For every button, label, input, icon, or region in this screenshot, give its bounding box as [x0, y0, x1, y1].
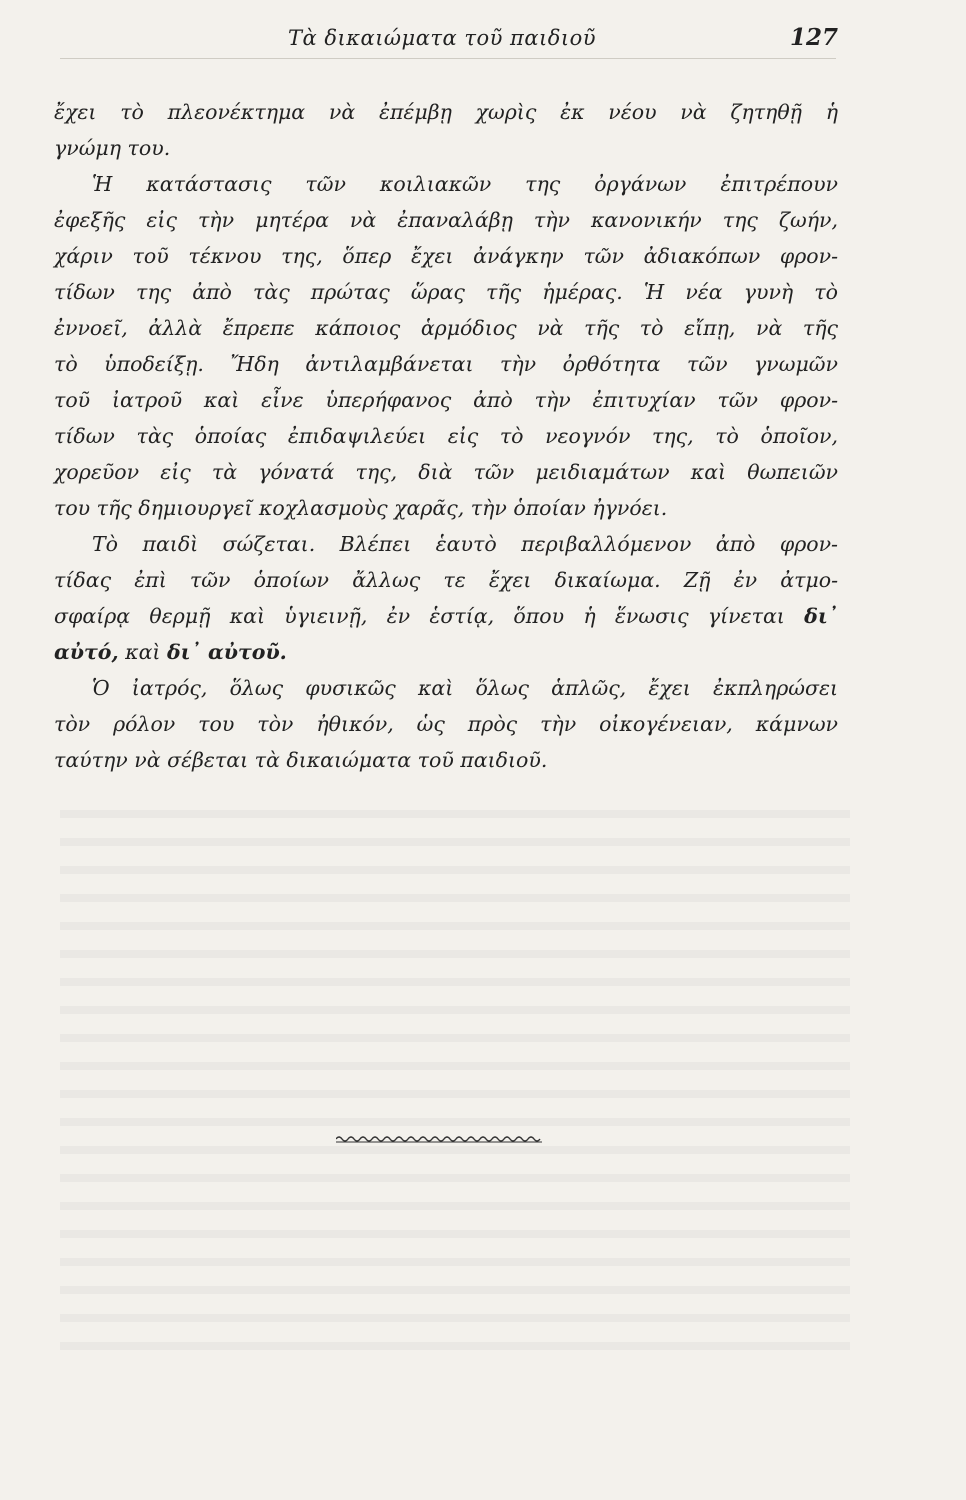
text-line: ἔχει τὸ πλεονέκτημα νὰ ἐπέμβῃ χωρὶς ἐκ νέου νὰ ζητηθῇ ἡ	[54, 100, 838, 124]
header-rule	[60, 58, 836, 59]
text-line: χάριν τοῦ τέκνου της, ὅπερ ἔχει ἀνάγκην τῶν ἀδιακόπων φρον-	[54, 244, 838, 268]
text-line: γνώμη του.	[54, 136, 171, 160]
running-title: Τὰ δικαιώματα τοῦ παιδιοῦ	[288, 26, 597, 50]
wavy-rule-ornament	[336, 1133, 542, 1145]
text-segment: καὶ	[125, 640, 161, 664]
text-line: τίδας ἐπὶ τῶν ὁποίων ἄλλως τε ἔχει δικαίωμα. Ζῇ ἐν ἀτμο-	[54, 568, 838, 592]
text-line: τίδων της ἀπὸ τὰς πρώτας ὥρας τῆς ἡμέρας. Ἡ νέα γυνὴ τὸ	[54, 280, 838, 304]
bold-text-segment: δι᾿	[804, 604, 838, 628]
text-line: χορεῦον εἰς τὰ γόνατά της, διὰ τῶν μειδιαμάτων καὶ θωπειῶν	[54, 460, 838, 484]
paragraph-start-line: Ὁ ἰατρός, ὅλως φυσικῶς καὶ ὅλως ἁπλῶς, ἔχει ἐκπληρώσει	[92, 676, 838, 700]
paragraph-start-line: Τὸ παιδὶ σώζεται. Βλέπει ἑαυτὸ περιβαλλόμενον ἀπὸ φρον-	[92, 532, 838, 556]
text-line	[54, 598, 838, 634]
text-line: ἐφεξῆς εἰς τὴν μητέρα νὰ ἐπαναλάβῃ τὴν κανονικήν της ζωήν,	[54, 208, 838, 232]
page-number: 127	[790, 24, 839, 51]
bleed-through-texture	[60, 790, 850, 1350]
text-line: τοῦ ἰατροῦ καὶ εἶνε ὑπερήφανος ἀπὸ τὴν ἐπιτυχίαν τῶν φρον-	[54, 388, 838, 412]
bold-text-segment: αὐτό,	[54, 640, 119, 664]
text-line	[54, 634, 838, 670]
paragraph-start-line: Ἡ κατάστασις τῶν κοιλιακῶν της ὀργάνων ἐπιτρέπουν	[92, 172, 838, 196]
text-line: ταύτην νὰ σέβεται τὰ δικαιώματα τοῦ παιδιοῦ.	[54, 748, 548, 772]
bold-text-segment: δι᾿ αὐτοῦ.	[167, 640, 287, 664]
text-line: τίδων τὰς ὁποίας ἐπιδαψιλεύει εἰς τὸ νεογνόν της, τὸ ὁποῖον,	[54, 424, 838, 448]
text-line: του τῆς δημιουργεῖ κοχλασμοὺς χαρᾶς, τὴν ὁποίαν ἠγνόει.	[54, 496, 668, 520]
body-text	[54, 94, 838, 778]
text-line: τὸ ὑποδείξῃ. Ἤδη ἀντιλαμβάνεται τὴν ὀρθότητα τῶν γνωμῶν	[54, 352, 838, 376]
page-header	[0, 24, 966, 58]
text-line: ἐννοεῖ, ἀλλὰ ἔπρεπε κάποιος ἁρμόδιος νὰ τῆς τὸ εἴπῃ, νὰ τῆς	[54, 316, 838, 340]
text-segment: σφαίρᾳ θερμῇ καὶ ὑγιεινῇ, ἐν ἑστίᾳ, ὅπου ἡ ἕνωσις γίνεται	[54, 604, 785, 628]
text-line: τὸν ρόλον του τὸν ἠθικόν, ὡς πρὸς τὴν οἰκογένειαν, κάμνων	[54, 712, 838, 736]
